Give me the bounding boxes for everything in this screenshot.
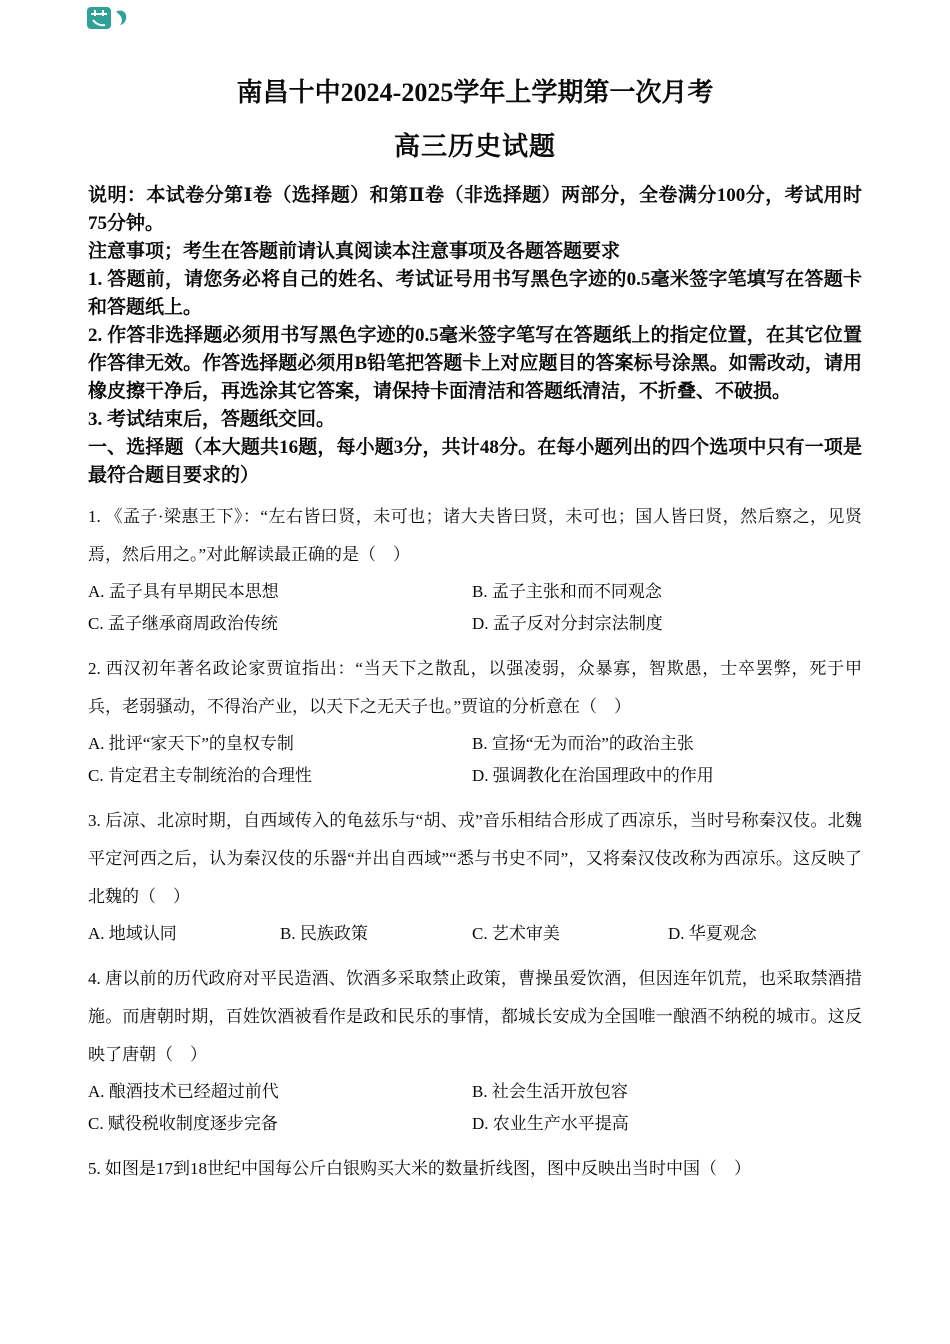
question-3-option-b: B. 民族政策 (280, 924, 368, 943)
exam-preamble (88, 182, 862, 490)
question-3-option-a: A. 地域认同 (88, 924, 177, 943)
question-5 (88, 1150, 862, 1188)
question-1-option-b: B. 孟子主张和而不同观念 (472, 582, 662, 601)
question-4-option-b: B. 社会生活开放包容 (472, 1082, 628, 1101)
corner-seal-icon (86, 4, 130, 32)
exam-subtitle: 高三历史试题 (393, 132, 556, 161)
section-one-heading: 一、选择题（本大题共16题，每小题3分，共计48分。在每小题列出的四个选项中只有一项是最符合题目要求的） (88, 437, 862, 486)
question-3 (88, 802, 862, 950)
question-1-option-d: D. 孟子反对分封宗法制度 (472, 614, 663, 633)
question-2-stem: 2. 西汉初年著名政论家贾谊指出：“当天下之散乱，以强凌弱，众暴寡，智欺愚，士卒罢弊，死于甲 兵，老弱骚动，不得治产业，以天下之无天子也。”贾谊的分析意在（ ） (88, 659, 862, 716)
question-2-option-b: B. 宣扬“无为而治”的政治主张 (472, 734, 694, 753)
question-4-option-a: A. 酿酒技术已经超过前代 (88, 1082, 279, 1101)
question-4-stem: 4. 唐以前的历代政府对平民造酒、饮酒多采取禁止政策，曹操虽爱饮酒，但因连年饥荒，也采取禁酒措施。而唐朝时期，百姓饮酒被看作是政和民乐的事情，都城长安成为全国唯一酿酒不纳税的城市。这反映了唐朝（ ） (88, 969, 862, 1064)
rule-1: 1. 答题前，请您务必将自己的姓名、考试证号用书写黑色字迹的0.5毫米签字笔填写在答题卡和答题纸上。 (88, 269, 862, 318)
question-3-option-c: C. 艺术审美 (472, 924, 560, 943)
question-1-option-c: C. 孟子继承商周政治传统 (88, 614, 278, 633)
exam-description: 说明：本试卷分第Ⅰ卷（选择题）和第Ⅱ卷（非选择题）两部分，全卷满分100分，考试用时75分钟。 (88, 185, 862, 234)
question-3-stem: 3. 后凉、北凉时期，自西域传入的龟兹乐与“胡、戎”音乐相结合形成了西凉乐，当时号称秦汉伎。北魏平定河西之后，认为秦汉伎的乐器“并出自西域”“悉与书史不同”，又将秦汉伎改称为西凉乐。这反映了北魏的（ ） (88, 811, 862, 906)
question-list (88, 498, 862, 1188)
question-3-options (88, 918, 862, 950)
exam-body (0, 182, 950, 1188)
question-2-option-a: A. 批评“家天下”的皇权专制 (88, 734, 294, 753)
question-2-options (88, 728, 862, 792)
question-4-option-d: D. 农业生产水平提高 (472, 1114, 629, 1133)
question-1-stem: 1. 《孟子·梁惠王下》：“左右皆曰贤，未可也；诸大夫皆曰贤，未可也；国人皆曰贤，然后察之，见贤焉，然后用之。”对此解读最正确的是（ ） (88, 507, 862, 564)
question-1-options (88, 576, 862, 640)
question-1 (88, 498, 862, 640)
question-5-stem: 5. 如图是17到18世纪中国每公斤白银购买大米的数量折线图，图中反映出当时中国（ ） (88, 1159, 751, 1178)
question-1-option-a: A. 孟子具有早期民本思想 (88, 582, 279, 601)
question-2-option-d: D. 强调教化在治国理政中的作用 (472, 766, 714, 785)
question-2 (88, 650, 862, 792)
question-4-options (88, 1076, 862, 1140)
question-4 (88, 960, 862, 1140)
exam-title: 南昌十中2024-2025学年上学期第一次月考 (236, 78, 714, 107)
question-4-option-c: C. 赋役税收制度逐步完备 (88, 1114, 278, 1133)
question-3-option-d: D. 华夏观念 (668, 924, 757, 943)
rule-3: 3. 考试结束后，答题纸交回。 (88, 409, 336, 430)
rule-2: 2. 作答非选择题必须用书写黑色字迹的0.5毫米签字笔写在答题纸上的指定位置，在其它位置作答律无效。作答选择题必须用B铅笔把答题卡上对应题目的答案标号涂黑。如需改动，请用橡皮擦干净后，再选涂其它答案，请保持卡面清洁和答题纸清洁，不折叠、不破损。 (88, 325, 862, 402)
notice-heading: 注意事项；考生在答题前请认真阅读本注意事项及各题答题要求 (88, 241, 621, 262)
question-2-option-c: C. 肯定君主专制统治的合理性 (88, 766, 312, 785)
